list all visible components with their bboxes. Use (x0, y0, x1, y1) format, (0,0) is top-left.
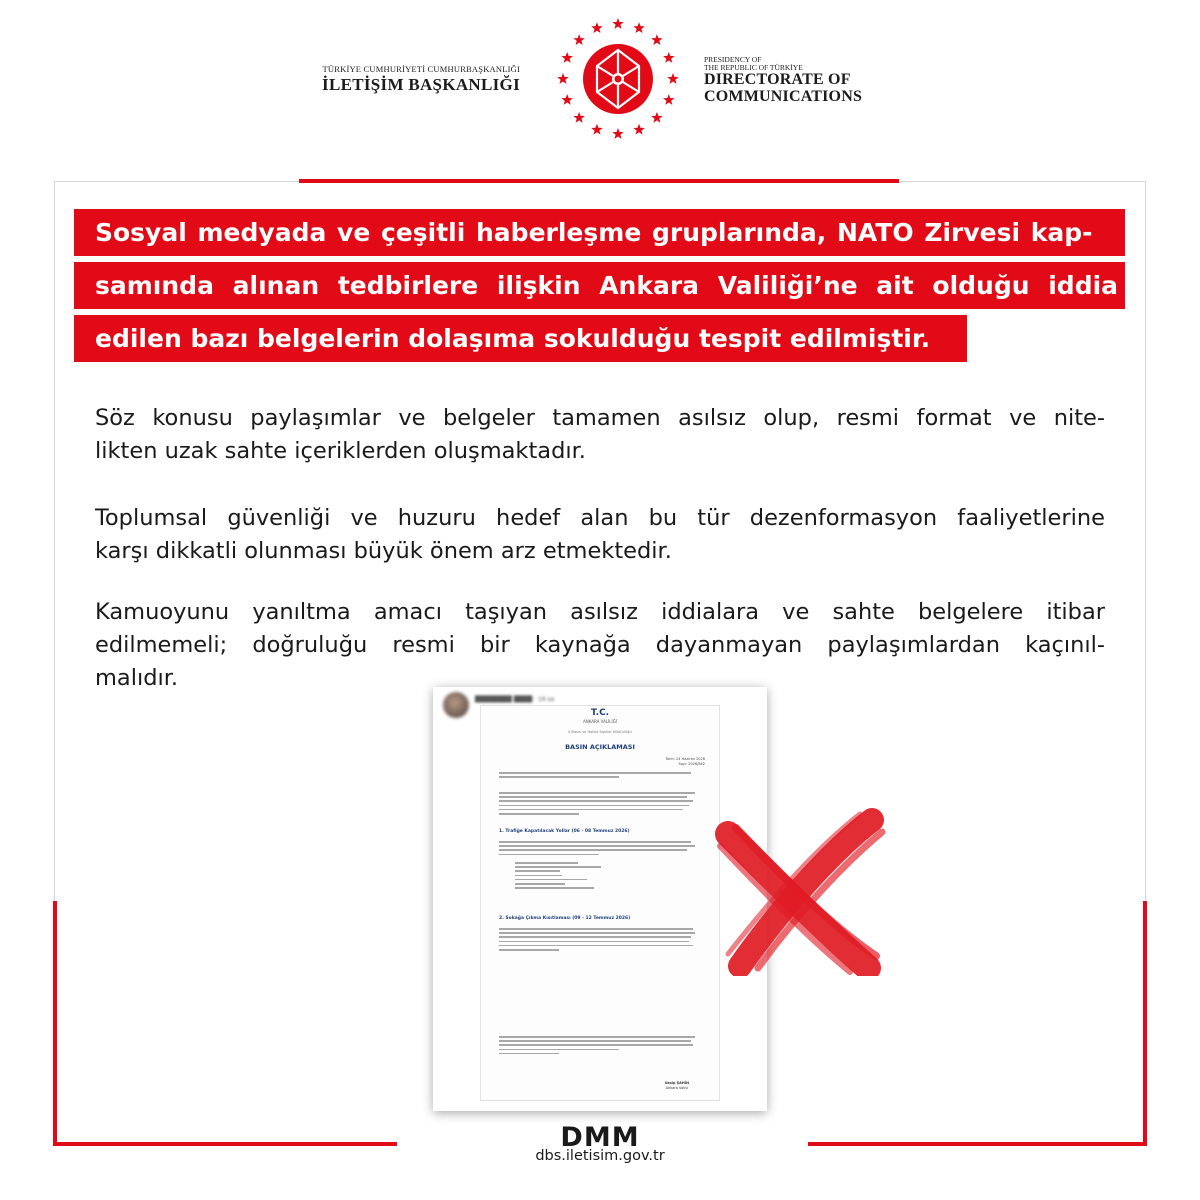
paragraph-1 (95, 402, 1105, 468)
emblem-star (573, 112, 584, 123)
headline-line-3: edilen bazı belgelerin dolaşıma sokulduğu tespit edilmiştir. (74, 315, 967, 362)
emblem-star (663, 94, 674, 105)
document-bullet-list (515, 862, 605, 891)
document-text-block (499, 772, 699, 780)
emblem-star (663, 52, 674, 63)
emblem-star (633, 22, 644, 33)
document-sheet (480, 705, 720, 1101)
paragraph-1-line: Söz konusu paylaşımlar ve belgeler tamamen asılsız olup, resmi format ve nite- (95, 405, 1105, 431)
frame-right-line (1145, 181, 1146, 901)
document-text-block (499, 792, 699, 817)
emblem-star (612, 18, 623, 29)
header-right-big-2: COMMUNICATIONS (704, 87, 863, 105)
frame-top-red-accent (299, 179, 899, 183)
document-title: BASIN AÇIKLAMASI (565, 743, 635, 751)
emblem-star (612, 128, 623, 139)
emblem-star (557, 73, 568, 84)
website-url: dbs.iletisim.gov.tr (535, 1148, 665, 1164)
presidential-seal-icon (553, 14, 683, 144)
document-mudurluk: İl Basın ve Halkla İlişkiler Müdürlüğü (568, 730, 632, 734)
headline-line-2: samında alınan tedbirlere ilişkin Ankara Valiliği’ne ait olduğu iddia (74, 262, 1125, 309)
header-left-big: İLETİŞİM BAŞKANLIĞI (322, 75, 520, 94)
frame-left-red-accent (53, 901, 57, 1145)
dmm-logo-text: DMM (560, 1124, 640, 1149)
paragraph-1-line: likten uzak sahte içeriklerden oluşmaktadır. (95, 438, 586, 464)
emblem-star (633, 124, 644, 135)
header-right-title (704, 56, 964, 105)
paragraph-3-line: malıdır. (95, 665, 179, 691)
document-date: Tarih: 24 Haziran 2026 (665, 757, 705, 761)
emblem-star (591, 124, 602, 135)
frame-bottom-right-red (808, 1142, 1147, 1146)
document-signer-title: Ankara Valisi (665, 1086, 689, 1090)
frame-bottom-left-red (53, 1142, 397, 1146)
document-number: Sayı: 2026/842 (678, 762, 705, 766)
document-text-block (499, 841, 699, 858)
document-valilik: ANKARA VALİLİĞİ (583, 719, 617, 724)
red-cross-x-icon (700, 806, 890, 976)
paragraph-2-line: karşı dikkatli olunması büyük önem arz etmektedir. (95, 538, 672, 564)
paragraph-3 (95, 596, 1105, 695)
document-text-block (499, 928, 699, 953)
blurred-avatar (443, 692, 469, 718)
frame-left-line (54, 181, 55, 901)
frame-right-red-accent (1143, 901, 1147, 1145)
emblem-star (561, 52, 572, 63)
document-signer: Vasip ŞAHİN (664, 1081, 689, 1085)
blurred-username: ████████ ████ · 16 sa (475, 696, 555, 703)
emblem-star (573, 34, 584, 45)
document-section-1: 1. Trafiğe Kapatılacak Yollar (06 - 08 Temmuz 2026) (499, 829, 630, 834)
header-right-small-2: THE REPUBLIC OF TÜRKİYE (704, 62, 803, 72)
paragraph-3-line: edilmemeli; doğruluğu resmi bir kaynağa dayanmayan paylaşımlardan kaçınıl- (95, 632, 1105, 658)
document-tc: T.C. (590, 708, 610, 718)
dmm-logo (537, 1124, 663, 1149)
paragraph-2-line: Toplumsal güvenliği ve huzuru hedef alan bu tür dezenformasyon faaliyetlerine (95, 505, 1105, 531)
paragraph-2 (95, 502, 1105, 568)
headline-line-1: Sosyal medyada ve çeşitli haberleşme gruplarında, NATO Zirvesi kap- (74, 209, 1125, 256)
emblem-star (651, 34, 662, 45)
emblem-star (651, 112, 662, 123)
document-meta (665, 757, 705, 767)
header-right-small-1: PRESIDENCY OF (704, 55, 762, 64)
header-left-small: TÜRKİYE CUMHURİYETİ CUMHURBAŞKANLIĞI (322, 64, 520, 74)
document-section-2: 2. Sokağa Çıkma Kısıtlaması (09 - 12 Temmuz 2026) (499, 916, 631, 921)
header-left-title (300, 64, 520, 95)
document-text-block (499, 1036, 699, 1057)
header-right-big-1: DIRECTORATE OF (704, 70, 851, 88)
emblem-star (591, 22, 602, 33)
paragraph-3-line: Kamuoyunu yanıltma amacı taşıyan asılsız iddialara ve sahte belgelere itibar (95, 599, 1105, 625)
document-signature (665, 1081, 689, 1091)
emblem-star (561, 94, 572, 105)
emblem-star (667, 73, 678, 84)
